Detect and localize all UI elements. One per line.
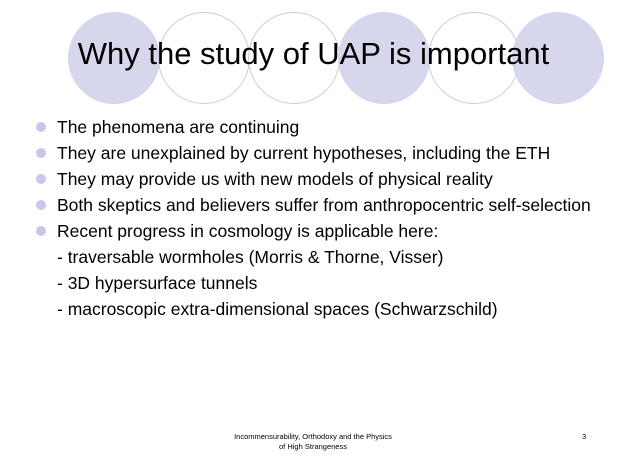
footer-title: [188, 432, 438, 451]
bullet-dot-icon: [36, 174, 46, 184]
bullet-text: The phenomena are continuing: [57, 117, 300, 137]
sub-item-text: - 3D hypersurface tunnels: [57, 273, 258, 293]
bullet-dot-icon: [36, 148, 46, 158]
bullet-text: They may provide us with new models of physical reality: [57, 169, 493, 189]
bullet-dot-icon: [36, 226, 46, 236]
sub-item-text: - macroscopic extra-dimensional spaces (Schwarzschild): [57, 299, 498, 319]
bullet-item: [32, 117, 612, 137]
bullet-dot-icon: [36, 200, 46, 210]
sub-item: [32, 247, 612, 267]
sub-item: [32, 273, 612, 293]
footer-line-1: Incommensurability, Orthodoxy and the Physics: [234, 432, 392, 441]
bullet-dot-icon: [36, 122, 46, 132]
bullet-text: Both skeptics and believers suffer from anthropocentric self-selection: [57, 195, 591, 215]
footer-line-2: of High Strangeness: [279, 441, 347, 451]
sub-item: [32, 299, 612, 319]
slide-title: Why the study of UAP is important: [77, 36, 550, 71]
bullet-text: They are unexplained by current hypotheses, including the ETH: [57, 143, 551, 163]
page-number: 3: [582, 432, 587, 441]
bullet-list: [32, 117, 612, 325]
bullet-item: [32, 169, 612, 189]
bullet-item: [32, 195, 612, 215]
bullet-item: [32, 221, 612, 241]
bullet-item: [32, 143, 612, 163]
sub-item-text: - traversable wormholes (Morris & Thorne, Visser): [57, 247, 444, 267]
bullet-text: Recent progress in cosmology is applicable here:: [57, 221, 439, 241]
